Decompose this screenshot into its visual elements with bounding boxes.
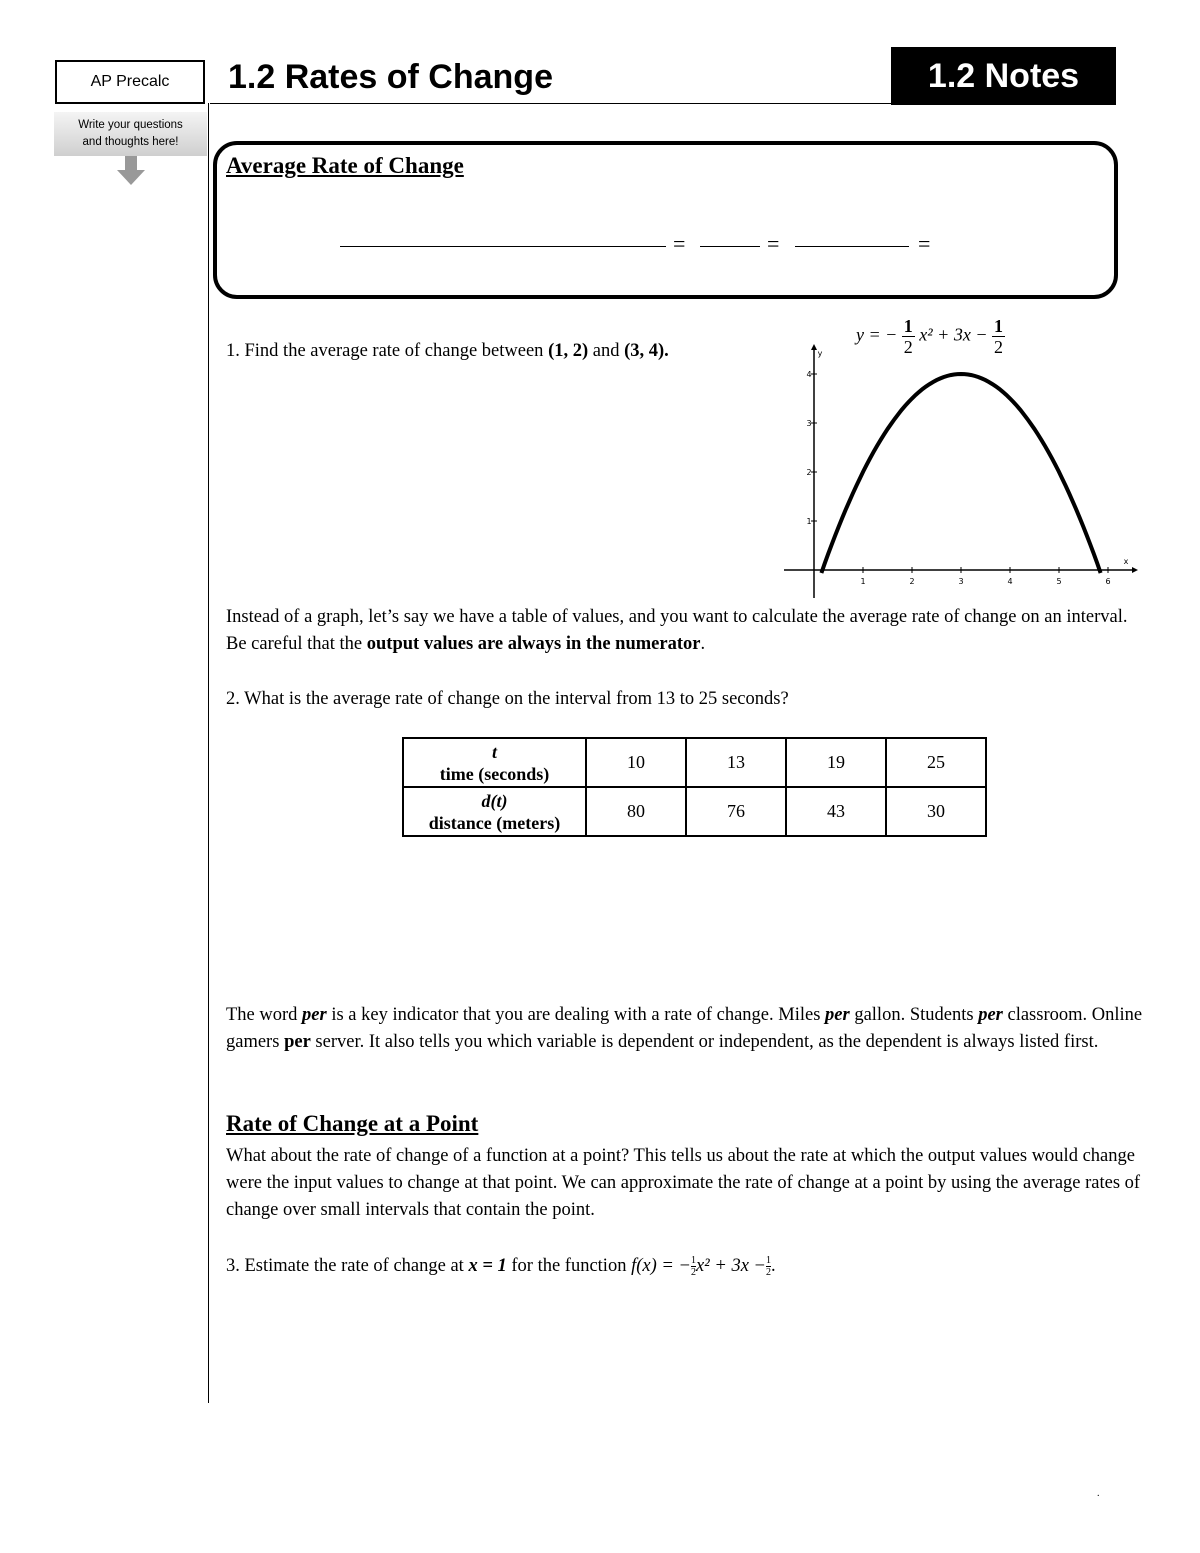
per-paragraph (226, 1002, 1156, 1056)
aroc-heading: Average Rate of Change (226, 153, 464, 178)
margin-callout (54, 112, 207, 156)
graph-eq-frac2-num: 1 (993, 316, 1003, 336)
question-1 (226, 338, 669, 365)
margin-rule (208, 103, 209, 1403)
table-cell: 19 (786, 738, 886, 787)
table-intro-bold: output values are always in the numerator (366, 634, 701, 654)
y-axis-label: y (817, 349, 823, 358)
graph-eq-frac1-num: 1 (903, 316, 913, 336)
aroc-equals-2: = (767, 231, 780, 256)
y-tick-label: 1 (806, 517, 812, 526)
table-row (403, 787, 986, 836)
table-label-distance: distance (meters) (428, 812, 561, 833)
table-var-t: t (491, 741, 497, 762)
aroc-equals-3: = (918, 231, 931, 256)
table-cell: 10 (586, 738, 686, 787)
aroc-equals-1: = (673, 231, 686, 256)
x-tick-label: 6 (1105, 577, 1111, 586)
table-intro-before: Instead of a graph, let’s say we have a table of values, and you want to calculate the average rate of change on an interval. Be careful that the (226, 607, 1128, 654)
x-axis-arrow-icon (1132, 567, 1138, 573)
roc-paragraph: What about the rate of change of a function at a point? This tells us about the rate at which the output values would change were the input values to change at that point. We can approximate the rate of change at a point by using the average rates of change over small intervals that contain the point. (226, 1146, 1141, 1220)
question-3-tail: x² + 3x − (695, 1256, 767, 1276)
per-word-3: per (978, 1005, 1003, 1025)
question-1-point2: (3, 4). (624, 341, 669, 361)
y-tick-label: 2 (806, 468, 812, 477)
question-3-frac2-num: 1 (766, 1255, 772, 1267)
y-axis-arrow-icon (811, 344, 817, 350)
per-text-1: The word (226, 1005, 303, 1025)
question-1-and: and (592, 341, 620, 361)
graph-eq-mid: x² + 3x − (919, 324, 988, 345)
question-3-xeq: x = 1 (468, 1256, 507, 1276)
x-tick-label: 4 (1007, 577, 1013, 586)
table-var-dt: d(t) (481, 790, 508, 811)
x-tick-label: 5 (1056, 577, 1062, 586)
question-3-text: 3. Estimate the rate of change at (226, 1256, 469, 1276)
per-word-1: per (302, 1005, 327, 1025)
table-cell: 25 (886, 738, 986, 787)
question-3-end: . (771, 1256, 776, 1276)
question-1-point1: (1, 2) (548, 341, 589, 361)
roc-heading: Rate of Change at a Point (226, 1111, 479, 1136)
table-row (403, 738, 986, 787)
y-tick-label: 4 (806, 370, 812, 379)
values-table (402, 737, 987, 837)
table-label-time: time (seconds) (439, 763, 550, 784)
x-tick-label: 2 (909, 577, 915, 586)
notes-badge: 1.2 Notes (891, 47, 1116, 105)
x-tick-label: 1 (860, 577, 866, 586)
aroc-fraction-line-3 (795, 246, 909, 247)
x-tick-label: 3 (958, 577, 964, 586)
margin-callout-line2: and thoughts here! (82, 136, 179, 148)
per-word-4: per (284, 1032, 311, 1052)
question-3 (226, 1253, 776, 1280)
question-3-frac2-den: 2 (766, 1267, 772, 1279)
question-3-frac1-den: 2 (690, 1267, 696, 1279)
table-cell: 76 (686, 787, 786, 836)
parabola-graph (780, 340, 1140, 605)
per-text-3: gallon. Students (849, 1005, 979, 1025)
table-header-distance (403, 787, 586, 836)
table-cell: 80 (586, 787, 686, 836)
per-word-2: per (825, 1005, 850, 1025)
question-3-mid: for the function (506, 1256, 632, 1276)
graph-eq-frac2-den: 2 (993, 337, 1003, 357)
per-text-4: classroom. Online gamers (226, 1005, 1143, 1052)
question-3-frac1-num: 1 (690, 1255, 696, 1267)
question-1-text: 1. Find the average rate of change between (226, 341, 544, 361)
x-axis-label: x (1123, 557, 1129, 566)
table-intro-text (226, 604, 1146, 658)
table-cell: 43 (786, 787, 886, 836)
per-text-5: server. It also tells you which variable is dependent or independent, as the dependent is always listed first. (310, 1032, 1099, 1052)
title-rule (210, 103, 892, 104)
graph-axes (784, 344, 1138, 598)
table-cell: 13 (686, 738, 786, 787)
graph-eq-prefix: y = − (856, 324, 898, 345)
parabola-curve (821, 374, 1100, 573)
question-2: 2. What is the average rate of change on the interval from 13 to 25 seconds? (226, 689, 789, 709)
footer-dot: . (1097, 1488, 1100, 1499)
arrow-down-icon (116, 156, 146, 186)
table-cell: 30 (886, 787, 986, 836)
table-intro-after: . (700, 634, 706, 654)
graph-eq-frac1-den: 2 (903, 337, 913, 357)
table-header-time (403, 738, 586, 787)
course-label: AP Precalc (55, 60, 205, 104)
y-tick-label: 3 (806, 419, 812, 428)
aroc-fraction-line-2 (700, 246, 760, 247)
aroc-fraction-line-1 (340, 246, 666, 247)
question-3-fx: f(x) = − (631, 1256, 691, 1276)
per-text-2: is a key indicator that you are dealing with a rate of change. Miles (326, 1005, 826, 1025)
margin-callout-line1: Write your questions (78, 119, 183, 131)
page-title: 1.2 Rates of Change (228, 58, 553, 96)
graph-ticks (806, 370, 1110, 586)
